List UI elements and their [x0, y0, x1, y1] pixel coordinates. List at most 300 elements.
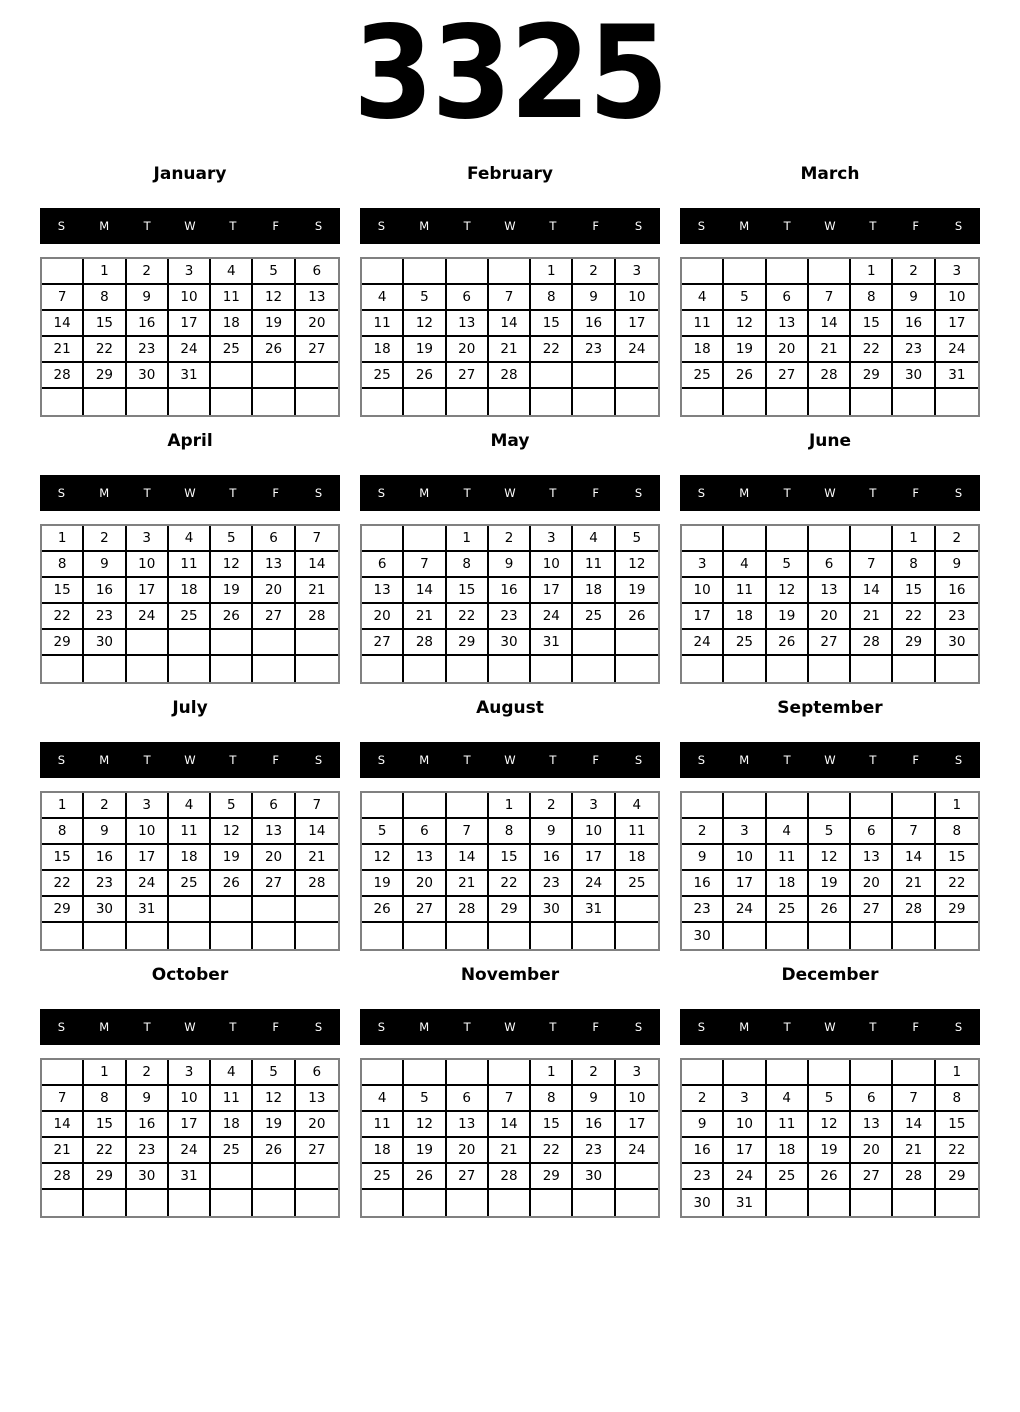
- day-cell: 4: [211, 1060, 253, 1086]
- weekday-label: S: [697, 1020, 706, 1034]
- day-cell-empty: [489, 1060, 531, 1086]
- day-cell-empty: [616, 1190, 658, 1216]
- day-cell: 8: [84, 1086, 126, 1112]
- day-cell: 18: [169, 578, 211, 604]
- day-cell: 22: [42, 871, 84, 897]
- weekday-label: T: [463, 219, 471, 233]
- day-cell: 6: [404, 819, 446, 845]
- month-name: June: [808, 431, 852, 451]
- day-cell-empty: [851, 923, 893, 949]
- day-cell: 12: [809, 845, 851, 871]
- weekday-label: F: [912, 219, 920, 233]
- day-cell: 23: [489, 604, 531, 630]
- day-cell-empty: [767, 923, 809, 949]
- days-grid: [360, 524, 660, 684]
- day-cell-empty: [616, 630, 658, 656]
- day-cell: 1: [936, 1060, 978, 1086]
- day-cell: 17: [127, 845, 169, 871]
- day-cell: 31: [573, 897, 615, 923]
- day-cell: 15: [893, 578, 935, 604]
- day-cell: 5: [211, 793, 253, 819]
- day-cell: 22: [851, 337, 893, 363]
- day-cell-empty: [253, 363, 295, 389]
- day-cell: 2: [127, 259, 169, 285]
- day-cell-empty: [531, 923, 573, 949]
- day-cell: 18: [682, 337, 724, 363]
- day-cell: 1: [42, 526, 84, 552]
- day-cell: 1: [936, 793, 978, 819]
- day-cell-empty: [851, 1190, 893, 1216]
- weekday-label: T: [463, 753, 471, 767]
- day-cell: 3: [616, 259, 658, 285]
- day-cell-empty: [616, 897, 658, 923]
- day-cell: 25: [573, 604, 615, 630]
- day-cell: 4: [767, 1086, 809, 1112]
- day-cell: 19: [253, 1112, 295, 1138]
- day-cell: 4: [362, 285, 404, 311]
- day-cell: 10: [127, 552, 169, 578]
- weekday-label: T: [229, 753, 237, 767]
- day-cell: 13: [851, 1112, 893, 1138]
- day-cell-empty: [211, 1190, 253, 1216]
- day-cell: 9: [893, 285, 935, 311]
- day-cell: 6: [253, 793, 295, 819]
- day-cell-empty: [851, 656, 893, 682]
- weekday-label: T: [783, 219, 791, 233]
- day-cell-empty: [447, 793, 489, 819]
- day-cell-empty: [296, 363, 338, 389]
- day-cell-empty: [169, 1190, 211, 1216]
- day-cell: 6: [253, 526, 295, 552]
- day-cell: 8: [936, 819, 978, 845]
- day-cell: 1: [489, 793, 531, 819]
- day-cell: 19: [404, 1138, 446, 1164]
- weekday-label: S: [57, 486, 66, 500]
- weekday-label: M: [419, 219, 430, 233]
- day-cell: 21: [42, 1138, 84, 1164]
- day-cell: 22: [531, 1138, 573, 1164]
- day-cell-empty: [809, 526, 851, 552]
- day-cell: 16: [936, 578, 978, 604]
- weekday-label: F: [592, 219, 600, 233]
- day-cell: 4: [616, 793, 658, 819]
- day-cell: 22: [531, 337, 573, 363]
- weekday-label: T: [463, 486, 471, 500]
- weekday-header-bar: [360, 475, 660, 511]
- day-cell: 20: [809, 604, 851, 630]
- days-grid: [680, 1058, 980, 1218]
- day-cell-empty: [211, 363, 253, 389]
- day-cell: 13: [253, 552, 295, 578]
- day-cell: 21: [42, 337, 84, 363]
- day-cell-empty: [724, 1060, 766, 1086]
- day-cell: 26: [616, 604, 658, 630]
- weekday-header-bar: [680, 208, 980, 244]
- day-cell: 2: [893, 259, 935, 285]
- day-cell: 8: [42, 819, 84, 845]
- day-cell: 28: [809, 363, 851, 389]
- day-cell: 4: [169, 526, 211, 552]
- weekday-label: M: [419, 1020, 430, 1034]
- day-cell: 23: [84, 604, 126, 630]
- day-cell: 5: [253, 1060, 295, 1086]
- day-cell: 11: [767, 1112, 809, 1138]
- day-cell: 7: [893, 1086, 935, 1112]
- month-block: [680, 698, 980, 951]
- day-cell-empty: [531, 656, 573, 682]
- weekday-label: W: [184, 753, 196, 767]
- day-cell: 11: [211, 1086, 253, 1112]
- day-cell: 16: [893, 311, 935, 337]
- day-cell: 19: [809, 871, 851, 897]
- day-cell: 3: [936, 259, 978, 285]
- day-cell: 15: [531, 311, 573, 337]
- day-cell-empty: [362, 793, 404, 819]
- month-block: [680, 431, 980, 684]
- month-block: [40, 164, 340, 417]
- weekday-label: S: [314, 753, 323, 767]
- weekday-label: M: [99, 753, 110, 767]
- day-cell: 31: [127, 897, 169, 923]
- day-cell: 27: [767, 363, 809, 389]
- day-cell: 11: [682, 311, 724, 337]
- day-cell: 21: [893, 871, 935, 897]
- day-cell: 2: [682, 819, 724, 845]
- day-cell: 18: [211, 1112, 253, 1138]
- day-cell: 15: [42, 578, 84, 604]
- day-cell: 30: [127, 363, 169, 389]
- day-cell: 22: [42, 604, 84, 630]
- day-cell-empty: [404, 259, 446, 285]
- day-cell: 5: [362, 819, 404, 845]
- weekday-header-bar: [680, 1009, 980, 1045]
- day-cell: 8: [851, 285, 893, 311]
- day-cell: 6: [809, 552, 851, 578]
- day-cell: 16: [84, 845, 126, 871]
- day-cell: 4: [169, 793, 211, 819]
- day-cell-empty: [296, 630, 338, 656]
- weekday-label: T: [463, 1020, 471, 1034]
- day-cell: 2: [573, 1060, 615, 1086]
- day-cell: 20: [296, 1112, 338, 1138]
- weekday-label: S: [697, 219, 706, 233]
- day-cell: 19: [616, 578, 658, 604]
- day-cell: 14: [893, 1112, 935, 1138]
- day-cell: 27: [447, 1164, 489, 1190]
- day-cell: 27: [362, 630, 404, 656]
- weekday-label: T: [229, 1020, 237, 1034]
- day-cell: 19: [362, 871, 404, 897]
- day-cell: 1: [84, 259, 126, 285]
- day-cell-empty: [809, 656, 851, 682]
- day-cell: 25: [211, 1138, 253, 1164]
- day-cell-empty: [767, 259, 809, 285]
- day-cell-empty: [573, 363, 615, 389]
- day-cell: 12: [253, 1086, 295, 1112]
- day-cell: 26: [404, 363, 446, 389]
- day-cell-empty: [362, 1060, 404, 1086]
- day-cell: 20: [447, 1138, 489, 1164]
- day-cell: 7: [447, 819, 489, 845]
- day-cell: 24: [724, 897, 766, 923]
- day-cell: 10: [169, 285, 211, 311]
- weekday-header-bar: [360, 208, 660, 244]
- day-cell: 21: [893, 1138, 935, 1164]
- day-cell: 28: [42, 363, 84, 389]
- day-cell-empty: [767, 793, 809, 819]
- day-cell: 24: [682, 630, 724, 656]
- day-cell: 3: [682, 552, 724, 578]
- weekday-label: W: [824, 486, 836, 500]
- day-cell: 28: [489, 363, 531, 389]
- weekday-header-bar: [40, 742, 340, 778]
- month-block: [360, 431, 660, 684]
- day-cell: 18: [211, 311, 253, 337]
- day-cell: 22: [84, 1138, 126, 1164]
- day-cell-empty: [893, 389, 935, 415]
- day-cell-empty: [169, 389, 211, 415]
- day-cell: 20: [851, 871, 893, 897]
- day-cell: 10: [724, 845, 766, 871]
- day-cell-empty: [42, 656, 84, 682]
- day-cell: 17: [936, 311, 978, 337]
- day-cell: 2: [84, 526, 126, 552]
- weekday-label: S: [314, 1020, 323, 1034]
- day-cell: 11: [169, 552, 211, 578]
- day-cell: 29: [531, 1164, 573, 1190]
- day-cell: 8: [531, 1086, 573, 1112]
- day-cell: 23: [84, 871, 126, 897]
- day-cell: 25: [362, 363, 404, 389]
- day-cell: 28: [42, 1164, 84, 1190]
- day-cell: 22: [893, 604, 935, 630]
- weekday-label: S: [697, 486, 706, 500]
- day-cell: 17: [169, 311, 211, 337]
- weekday-header-bar: [680, 742, 980, 778]
- day-cell: 9: [489, 552, 531, 578]
- day-cell: 14: [42, 1112, 84, 1138]
- day-cell: 14: [851, 578, 893, 604]
- day-cell: 28: [296, 604, 338, 630]
- day-cell-empty: [447, 656, 489, 682]
- day-cell-empty: [616, 363, 658, 389]
- day-cell: 14: [489, 1112, 531, 1138]
- day-cell: 28: [296, 871, 338, 897]
- day-cell: 12: [211, 552, 253, 578]
- day-cell: 1: [531, 259, 573, 285]
- weekday-label: F: [272, 486, 280, 500]
- day-cell: 24: [616, 1138, 658, 1164]
- day-cell: 30: [127, 1164, 169, 1190]
- day-cell-empty: [362, 656, 404, 682]
- day-cell: 21: [809, 337, 851, 363]
- day-cell: 27: [404, 897, 446, 923]
- day-cell: 10: [724, 1112, 766, 1138]
- day-cell: 25: [767, 1164, 809, 1190]
- day-cell: 13: [362, 578, 404, 604]
- day-cell-empty: [893, 1060, 935, 1086]
- day-cell-empty: [84, 1190, 126, 1216]
- day-cell-empty: [253, 389, 295, 415]
- weekday-label: T: [549, 486, 557, 500]
- day-cell-empty: [893, 923, 935, 949]
- day-cell: 25: [169, 604, 211, 630]
- weekday-label: T: [143, 219, 151, 233]
- day-cell: 3: [724, 819, 766, 845]
- day-cell-empty: [767, 656, 809, 682]
- day-cell: 16: [489, 578, 531, 604]
- day-cell: 26: [809, 1164, 851, 1190]
- day-cell: 3: [573, 793, 615, 819]
- day-cell: 17: [531, 578, 573, 604]
- day-cell: 26: [724, 363, 766, 389]
- day-cell: 25: [724, 630, 766, 656]
- day-cell: 9: [573, 285, 615, 311]
- day-cell: 4: [211, 259, 253, 285]
- day-cell: 3: [616, 1060, 658, 1086]
- day-cell-empty: [531, 363, 573, 389]
- weekday-label: M: [739, 1020, 750, 1034]
- day-cell: 16: [573, 1112, 615, 1138]
- day-cell: 10: [616, 285, 658, 311]
- day-cell: 8: [936, 1086, 978, 1112]
- weekday-label: S: [377, 1020, 386, 1034]
- weekday-header-bar: [40, 475, 340, 511]
- day-cell: 10: [616, 1086, 658, 1112]
- day-cell-empty: [573, 923, 615, 949]
- day-cell: 27: [809, 630, 851, 656]
- weekday-header-bar: [40, 208, 340, 244]
- day-cell-empty: [362, 389, 404, 415]
- day-cell-empty: [127, 923, 169, 949]
- day-cell-empty: [42, 259, 84, 285]
- day-cell-empty: [404, 1060, 446, 1086]
- day-cell: 18: [573, 578, 615, 604]
- day-cell: 1: [893, 526, 935, 552]
- day-cell: 27: [851, 897, 893, 923]
- day-cell-empty: [296, 656, 338, 682]
- day-cell: 30: [682, 1190, 724, 1216]
- day-cell: 15: [42, 845, 84, 871]
- day-cell-empty: [809, 923, 851, 949]
- weekday-label: M: [739, 753, 750, 767]
- weekday-label: S: [377, 753, 386, 767]
- day-cell: 3: [127, 526, 169, 552]
- day-cell: 23: [573, 1138, 615, 1164]
- day-cell: 28: [489, 1164, 531, 1190]
- day-cell: 6: [296, 1060, 338, 1086]
- month-block: [40, 431, 340, 684]
- day-cell: 15: [489, 845, 531, 871]
- day-cell: 4: [724, 552, 766, 578]
- month-name: November: [460, 965, 560, 985]
- day-cell: 3: [127, 793, 169, 819]
- day-cell: 30: [936, 630, 978, 656]
- day-cell: 17: [127, 578, 169, 604]
- weekday-label: T: [549, 753, 557, 767]
- day-cell-empty: [893, 656, 935, 682]
- day-cell: 5: [211, 526, 253, 552]
- weekday-label: W: [504, 486, 516, 500]
- day-cell-empty: [573, 1190, 615, 1216]
- day-cell: 19: [211, 578, 253, 604]
- day-cell: 4: [767, 819, 809, 845]
- month-name: January: [153, 164, 227, 184]
- day-cell: 8: [531, 285, 573, 311]
- day-cell: 3: [724, 1086, 766, 1112]
- day-cell-empty: [682, 259, 724, 285]
- day-cell: 9: [682, 1112, 724, 1138]
- day-cell: 22: [936, 871, 978, 897]
- day-cell: 1: [42, 793, 84, 819]
- day-cell: 23: [573, 337, 615, 363]
- day-cell: 13: [253, 819, 295, 845]
- day-cell: 11: [362, 1112, 404, 1138]
- day-cell: 16: [84, 578, 126, 604]
- months-grid: [40, 164, 980, 1218]
- day-cell: 14: [489, 311, 531, 337]
- day-cell-empty: [851, 526, 893, 552]
- day-cell: 10: [936, 285, 978, 311]
- day-cell: 16: [682, 871, 724, 897]
- day-cell-empty: [253, 897, 295, 923]
- day-cell: 26: [767, 630, 809, 656]
- day-cell: 4: [362, 1086, 404, 1112]
- day-cell-empty: [724, 389, 766, 415]
- day-cell: 16: [573, 311, 615, 337]
- month-name: August: [476, 698, 544, 718]
- weekday-label: M: [99, 1020, 110, 1034]
- day-cell: 23: [127, 337, 169, 363]
- weekday-label: F: [272, 753, 280, 767]
- day-cell: 31: [169, 363, 211, 389]
- day-cell: 18: [767, 871, 809, 897]
- day-cell-empty: [447, 1190, 489, 1216]
- day-cell: 5: [404, 1086, 446, 1112]
- weekday-label: T: [549, 1020, 557, 1034]
- day-cell: 26: [253, 337, 295, 363]
- day-cell: 6: [851, 819, 893, 845]
- day-cell: 21: [404, 604, 446, 630]
- day-cell: 23: [936, 604, 978, 630]
- day-cell: 24: [169, 1138, 211, 1164]
- day-cell-empty: [211, 389, 253, 415]
- day-cell: 30: [489, 630, 531, 656]
- day-cell: 7: [893, 819, 935, 845]
- day-cell: 1: [531, 1060, 573, 1086]
- day-cell: 9: [84, 552, 126, 578]
- day-cell: 19: [211, 845, 253, 871]
- day-cell-empty: [296, 897, 338, 923]
- weekday-label: W: [504, 1020, 516, 1034]
- day-cell: 20: [851, 1138, 893, 1164]
- weekday-label: S: [634, 486, 643, 500]
- weekday-label: F: [272, 219, 280, 233]
- day-cell-empty: [253, 630, 295, 656]
- day-cell: 24: [531, 604, 573, 630]
- day-cell-empty: [404, 526, 446, 552]
- day-cell-empty: [851, 793, 893, 819]
- day-cell: 18: [362, 1138, 404, 1164]
- day-cell: 3: [531, 526, 573, 552]
- day-cell: 6: [447, 285, 489, 311]
- day-cell: 23: [682, 897, 724, 923]
- day-cell-empty: [127, 656, 169, 682]
- day-cell: 21: [447, 871, 489, 897]
- day-cell: 20: [404, 871, 446, 897]
- day-cell-empty: [531, 1190, 573, 1216]
- days-grid: [360, 791, 660, 951]
